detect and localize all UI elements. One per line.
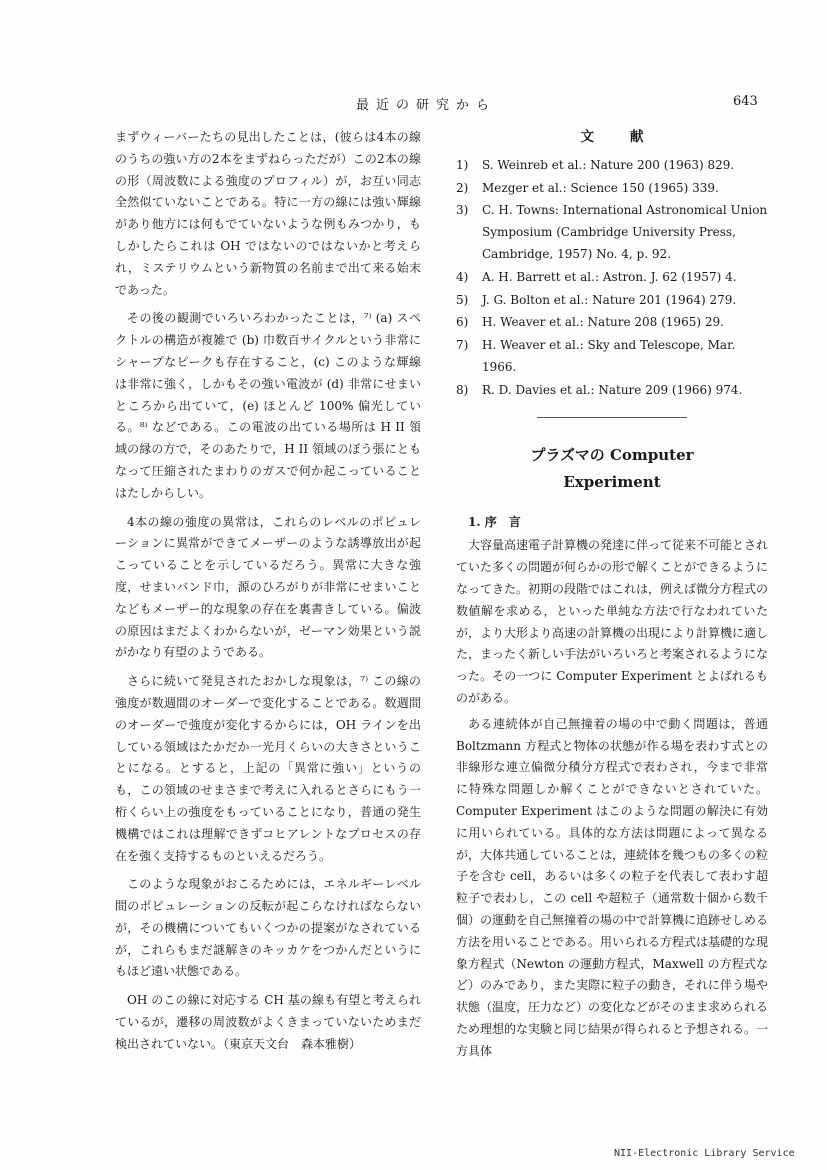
body-paragraph: 大容量高速電子計算機の発達に伴って従来不可能とされていた多くの問題が何らかの形で解くことができるようになってきた。初期の段階ではこれは，例えば微分方程式の数値解を求める，といった単純な方法で行なわれていたが，より大形より高速の計算機の出現により計算機に適した，まったく新しい手法がいろいろと考案されるようになった。その一つに Computer Experiment とよばれるものがある。 [456,538,769,705]
body-paragraph: その後の観測でいろいろわかったことは，⁷⁾ (a) スペクトルの構造が複雑で (b) 巾数百サイクルという非常にシャープなピークも存在すること，(c) このような輝線は非常に強く，しかもその強い電波が (d) 非常にせまいところから出ていて，(e) ほとんど 100% 偏光している。⁸⁾ などである。この電波の出ている場所は H II 領域の縁の方で，そのあたりで，H II 領域のぼう張にともなって圧縮されたまわりのガスで何か起こっていることはたしからしい。 [115,311,421,500]
article-title-line: プラズマの Computer [530,445,694,464]
section-heading: 1. 序 言 [468,514,521,529]
article-title [456,442,768,496]
reference-text: J. G. Bolton et al.: Nature 201 (1964) 279. [482,292,737,307]
reference-number: 3) [456,203,469,218]
page-number: 643 [733,94,758,109]
reference-item [456,335,768,379]
reference-item [456,290,768,312]
reference-item [456,200,768,265]
section-divider [537,417,687,418]
left-column [115,127,421,1063]
reference-number: 2) [456,180,469,195]
body-paragraph: まずウィーバーたちの見出したことは，(彼らは4本の線のうちの強い方の2本をまずねらっただが）この2本の線の形（周波数による強度のプロフィル）が，お互い同志全然似ていないことである。特に一方の線には強い輝線があり他方には何もでていないような例もみつかり，もしかしたらこれは OH ではないのではないかと考えられ，ミステリウムという新物質の名前まで出て来る始末であった。 [115,130,421,297]
reference-text: H. Weaver et al.: Sky and Telescope, Mar. 1966. [482,338,736,374]
reference-number: 6) [456,315,469,330]
body-paragraph: ある連続体が自己無撞着の場の中で動く問題は，普通 Boltzmann 方程式と物体の状態が作る場を表わす式との非線形な連立偏微分積分方程式で表わされ，今まで非常に特殊な問題しか解くことができないとされていた。Computer Experiment はこのような問題の解決に有効に用いられている。具体的な方法は問題によって異なるが，大体共通していることは，連続体を幾つもの多くの粒子を含む cell，あるいは多くの粒子を代表して表わす超粒子で表わし，この cell や超粒子（通常数十個から数千個）の運動を自己無撞着の場の中で計算機に追跡せしめる方法を用いることである。用いられる方程式は基礎的な現象方程式（Newton の運動方程式，Maxwell の方程式など）のみであり，また実際に粒子の動き，それに伴う場や状態（温度，圧力など）の変化などがそのまま求められるため理想的な実験と同じ結果が得られると予想される。一方具体 [456,716,769,1058]
body-paragraph: さらに続いて発見されたおかしな現象は，⁷⁾ この線の強度が数週間のオーダーで変化することである。数週間のオーダーで強度が変化するからには，OH ラインを出している領域はたかだか一光月くらいの大きさということになる。とすると，上記の「異常に強い」というのも，この領域のせまさまで考えに入れるとさらにもう一桁くらい上の強度をもっていることになり，普通の発生機構ではこれは理解できずコヒアレントなプロセスの存在を強く支持するものといえるだろう。 [115,674,421,863]
reference-text: S. Weinreb et al.: Nature 200 (1963) 829. [482,157,735,172]
reference-item [456,380,768,402]
article-title-line: Experiment [563,472,661,491]
reference-number: 7) [456,338,469,353]
references-title: 文献 [580,129,680,145]
reference-text: H. Weaver et al.: Nature 208 (1965) 29. [482,315,724,330]
reference-item [456,155,768,177]
reference-text: R. D. Davies et al.: Nature 209 (1966) 974. [482,382,743,397]
reference-item [456,312,768,334]
body-paragraph: このような現象がおこるためには，エネルギーレベル間のポピュレーションの反転が起こらなければならないが，その機構についてもいくつかの提案がなされているが，これらもまだ謎解きのキッカケをつかんだというにもほど遠い状態である。 [115,877,421,979]
body-paragraph: 4本の線の強度の異常は，これらのレベルのポピュレーションに異常ができてメーザーのような誘導放出が起こっていることを示しているだろう。異常に大きな強度，せまいバンド巾，源のひろがりが非常にせまいことなどもメーザー的な現象の存在を裏書きしている。偏波の原因はまだよくわからないが，ゼーマン効果という説がかなり有望のようである。 [115,514,421,660]
reference-text: A. H. Barrett et al.: Astron. J. 62 (1957) 4. [482,269,737,284]
reference-number: 4) [456,269,469,284]
reference-text: C. H. Towns: International Astronomical Union Symposium (Cambridge University Press, Cambridge, 1957) No. 4, p. 92. [482,203,768,261]
page-header [0,94,827,114]
footer-credit: NII-Electronic Library Service [614,1148,795,1159]
running-title: 最近の研究から [356,98,497,113]
body-paragraph: OH のこの線に対応する CH 基の線も有望と考えられているが，遷移の周波数がよくきまっていないためまだ検出されていない。（東京天文台 森本雅樹） [115,993,421,1051]
reference-item [456,267,768,289]
reference-number: 8) [456,382,469,397]
reference-number: 5) [456,292,469,307]
reference-item [456,178,768,200]
reference-number: 1) [456,157,469,172]
reference-text: Mezger et al.: Science 150 (1965) 339. [482,180,719,195]
right-column [456,127,768,1066]
references-list [456,155,768,402]
